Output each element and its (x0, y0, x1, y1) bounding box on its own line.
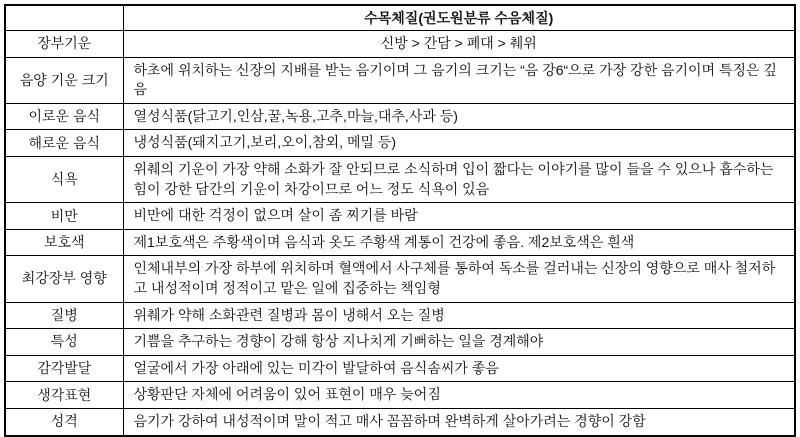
row-content: 얼굴에서 가장 아래에 있는 미각이 발달하여 음식솜씨가 좋음 (123, 355, 795, 382)
row-label: 이로운 음식 (5, 103, 123, 130)
row-content: 기쁨을 추구하는 경향이 강해 항상 지나치게 기뻐하는 일을 경계해야 (123, 329, 795, 356)
row-content: 위췌의 기운이 가장 약해 소화가 잘 안되므로 소식하며 입이 짧다는 이야기를 많이 들을 수 있으나 흡수하는 힘이 강한 담간의 기운이 차강이므로 어느 정도 식욕이 있음 (123, 156, 795, 202)
row-label: 감각발달 (5, 355, 123, 382)
row-label: 해로운 음식 (5, 130, 123, 157)
table-title: 수목체질(권도원분류 수음체질) (123, 5, 795, 31)
table-row (5, 31, 795, 58)
row-label: 보호색 (5, 229, 123, 256)
table-row (5, 103, 795, 130)
table-row (5, 302, 795, 329)
table-row (5, 408, 795, 435)
row-label: 생각표현 (5, 382, 123, 409)
row-content: 위췌가 약해 소화관련 질병과 몸이 냉해서 오는 질병 (123, 302, 795, 329)
table-row (5, 203, 795, 230)
table-row (5, 229, 795, 256)
row-label: 특성 (5, 329, 123, 356)
row-label: 장부기운 (5, 31, 123, 58)
table-row (5, 329, 795, 356)
table-row (5, 156, 795, 202)
row-content: 열성식품(닭고기,인삼,꿀,녹용,고추,마늘,대추,사과 등) (123, 103, 795, 130)
row-label: 질병 (5, 302, 123, 329)
row-label: 음양 기운 크기 (5, 57, 123, 103)
row-label: 최강장부 영향 (5, 256, 123, 302)
row-content: 냉성식품(돼지고기,보리,오이,참외, 메밀 등) (123, 130, 795, 157)
table-body (5, 31, 795, 436)
row-content: 비만에 대한 걱정이 없으며 살이 좀 찌기를 바람 (123, 203, 795, 230)
table-row (5, 382, 795, 409)
row-label: 성격 (5, 408, 123, 435)
row-label: 식욕 (5, 156, 123, 202)
header-corner-cell (5, 5, 123, 31)
row-content: 상황판단 자체에 어려움이 있어 표현이 매우 늦어짐 (123, 382, 795, 409)
header-row (5, 5, 795, 31)
row-content: 제1보호색은 주황색이며 음식과 옷도 주황색 계통이 건강에 좋음. 제2보호색은 흰색 (123, 229, 795, 256)
row-content: 하초에 위치하는 신장의 지배를 받는 음기이며 그 음기의 크기는 “음 강6“으로 가장 강한 음기이며 특징은 깊음 (123, 57, 795, 103)
row-content: 인체내부의 가장 하부에 위치하며 혈액에서 사구체를 통하여 독소를 걸러내는 신장의 영향으로 매사 철저하고 내성적이며 정적이고 맡은 일에 집중하는 책임형 (123, 256, 795, 302)
table-row (5, 355, 795, 382)
row-content: 음기가 강하여 내성적이며 말이 적고 매사 꼼꼼하며 완벽하게 살아가려는 경향이 강함 (123, 408, 795, 435)
constitution-table (4, 4, 796, 437)
table-row (5, 57, 795, 103)
table-row (5, 256, 795, 302)
table-row (5, 130, 795, 157)
row-label: 비만 (5, 203, 123, 230)
row-content: 신방 > 간담 > 폐대 > 췌위 (123, 31, 795, 58)
